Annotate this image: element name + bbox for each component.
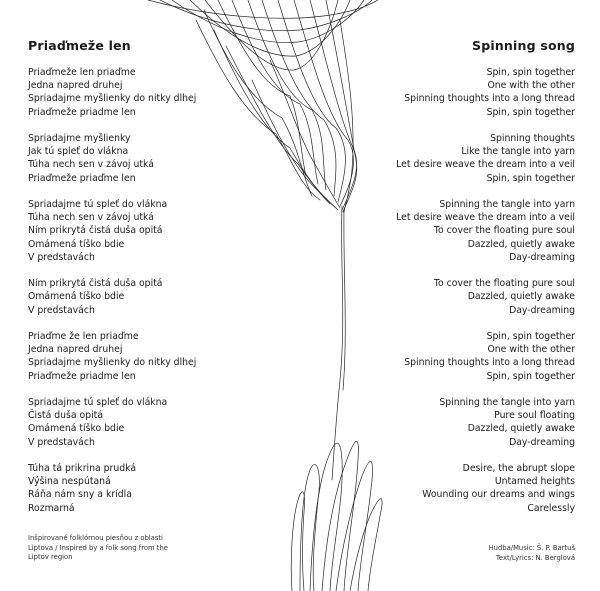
lyric-line: Túha tá prikrina prudká — [28, 463, 137, 474]
english-stanza — [396, 66, 575, 119]
base-frond-5 — [291, 492, 304, 591]
lyric-line: Let desire weave the dream into a veil — [396, 159, 575, 171]
base-frond-4 — [336, 461, 373, 591]
lyric-line: To cover the floating pure soul — [433, 225, 575, 237]
english-stanza — [396, 396, 575, 449]
lyric-line: Jedna napred druhej — [28, 80, 123, 92]
lyric-line: Dazzled, quietly awake — [467, 291, 575, 303]
lyric-line: Omámená tíško bdie — [28, 291, 125, 303]
lyric-line: One with the other — [487, 80, 575, 92]
lyric-line: Spin, spin together — [486, 67, 575, 78]
lyric-line: Priaďme že len priaďme — [28, 331, 139, 342]
english-stanza — [396, 132, 575, 185]
lyric-line: Dazzled, quietly awake — [467, 238, 575, 250]
english-stanza — [396, 277, 575, 317]
lyric-line: Priaďmeže priadme len — [28, 370, 136, 382]
stem-thread-2 — [343, 210, 345, 390]
lyric-line: V predstavách — [28, 436, 95, 448]
slovak-stanza — [28, 277, 196, 317]
lyric-line: Ráňa nám sny a krídla — [28, 489, 132, 501]
lyric-line: Priaďmeže priaďme len — [28, 172, 136, 184]
lyric-line: Túha nech sen v závoj utká — [28, 212, 154, 224]
inspiration-note: Inšpirované folklórnou piesňou z oblasti Liptova / Inspired by a folk song from the Liptov region — [28, 534, 168, 562]
lyric-line: Spinning thoughts into a long thread — [404, 93, 575, 105]
lyric-line: Spin, spin together — [486, 331, 575, 342]
wave-strand-14 — [270, 60, 340, 208]
wave-strand-8 — [326, 0, 357, 212]
lyric-line: Spinning thoughts into a long thread — [404, 357, 575, 369]
slovak-song-title: Priaďmeže len — [28, 38, 131, 53]
slovak-stanza — [28, 198, 196, 264]
lyric-line: Spinning the tangle into yarn — [439, 199, 575, 210]
wave-strand-15 — [252, 80, 338, 210]
slovak-stanza — [28, 66, 196, 119]
lyric-line: Like the tangle into yarn — [461, 146, 575, 158]
lyric-line: Spriadajme tú spleť do vlákna — [28, 397, 168, 408]
lyrics-credit: Text/Lyrics: N. Berglová — [495, 553, 575, 562]
slovak-lyrics-column — [28, 38, 196, 528]
base-frond-2 — [310, 443, 342, 591]
lyric-line: Spinning thoughts — [490, 133, 575, 144]
lyric-line: Spriadajme tú spleť do vlákna — [28, 199, 168, 210]
english-stanza — [396, 462, 575, 515]
lyric-line: Spin, spin together — [486, 106, 575, 118]
lyric-line: Ním prikrytá čistá duša opitá — [28, 278, 163, 290]
english-stanza — [396, 198, 575, 264]
lyric-line: Spin, spin together — [486, 172, 575, 184]
lyric-line: V predstavách — [28, 304, 95, 316]
slovak-stanza — [28, 396, 196, 449]
lyric-line: Let desire weave the dream into a veil — [396, 212, 575, 224]
lyric-line: Omámená tíško bdie — [28, 423, 125, 435]
lyric-line: Jedna napred druhej — [28, 344, 123, 356]
lyric-line: One with the other — [487, 344, 575, 356]
english-song-title: Spinning song — [472, 38, 575, 53]
wave-strand-6 — [294, 0, 353, 206]
lyric-line: Wounding our dreams and wings — [422, 489, 575, 501]
lyric-line: To cover the floating pure soul — [433, 278, 575, 290]
lyric-line: Desire, the abrupt slope — [462, 463, 575, 474]
slovak-stanza — [28, 462, 196, 515]
lyric-line: Priaďmeže priadme len — [28, 106, 136, 118]
lyric-line: Pure soul floating — [494, 410, 575, 422]
music-credit: Hudba/Music: Š. P. Bartuš — [488, 544, 575, 552]
lyric-line: Spinning the tangle into yarn — [439, 397, 575, 408]
wave-strand-1 — [218, 0, 306, 176]
lyric-line: Day-dreaming — [509, 304, 575, 316]
lyric-line: Spin, spin together — [486, 370, 575, 382]
lyric-line: V predstavách — [28, 251, 95, 263]
english-lyrics-column — [396, 38, 575, 528]
lyric-line: Dazzled, quietly awake — [467, 423, 575, 435]
lyric-line: Čistá duša opitá — [28, 410, 104, 422]
lyric-line: Ním prikrytá čistá duša opitá — [28, 225, 163, 237]
slovak-stanza — [28, 330, 196, 383]
lyric-line: Untamed heights — [494, 476, 575, 488]
top-curve-2 — [160, 0, 372, 31]
stem-thread-1 — [332, 206, 343, 480]
lyric-line: Rozmarná — [28, 502, 75, 514]
wave-strand-10 — [196, 20, 320, 200]
lyric-line: Carelessly — [527, 502, 575, 514]
lyric-line: Túha nech sen v závoj utká — [28, 159, 154, 171]
lyric-line: Jak tú spleť do vlákna — [28, 146, 129, 158]
lyric-line: Priaďmeže len priaďme — [28, 67, 136, 78]
wave-strand-9 — [204, 10, 312, 196]
lyric-line: Omámená tíško bdie — [28, 238, 125, 250]
lyric-line: Spriadajme myšlienky do nitky dlhej — [28, 357, 197, 369]
slovak-stanza — [28, 132, 196, 185]
lyric-line: Day-dreaming — [509, 436, 575, 448]
base-frond-3 — [322, 441, 358, 591]
lyric-line: Spriadajme myšlienky — [28, 133, 131, 144]
lyric-line: Day-dreaming — [509, 251, 575, 263]
top-curve-4 — [190, 0, 350, 56]
lyric-line: Spriadajme myšlienky do nitky dlhej — [28, 93, 197, 105]
english-stanza — [396, 330, 575, 383]
wave-strand-12 — [226, 46, 336, 208]
base-frond-6 — [350, 499, 382, 591]
lyric-line: Výšina nespútaná — [28, 476, 111, 488]
credits — [489, 544, 575, 563]
wave-strand-13 — [340, 20, 353, 212]
